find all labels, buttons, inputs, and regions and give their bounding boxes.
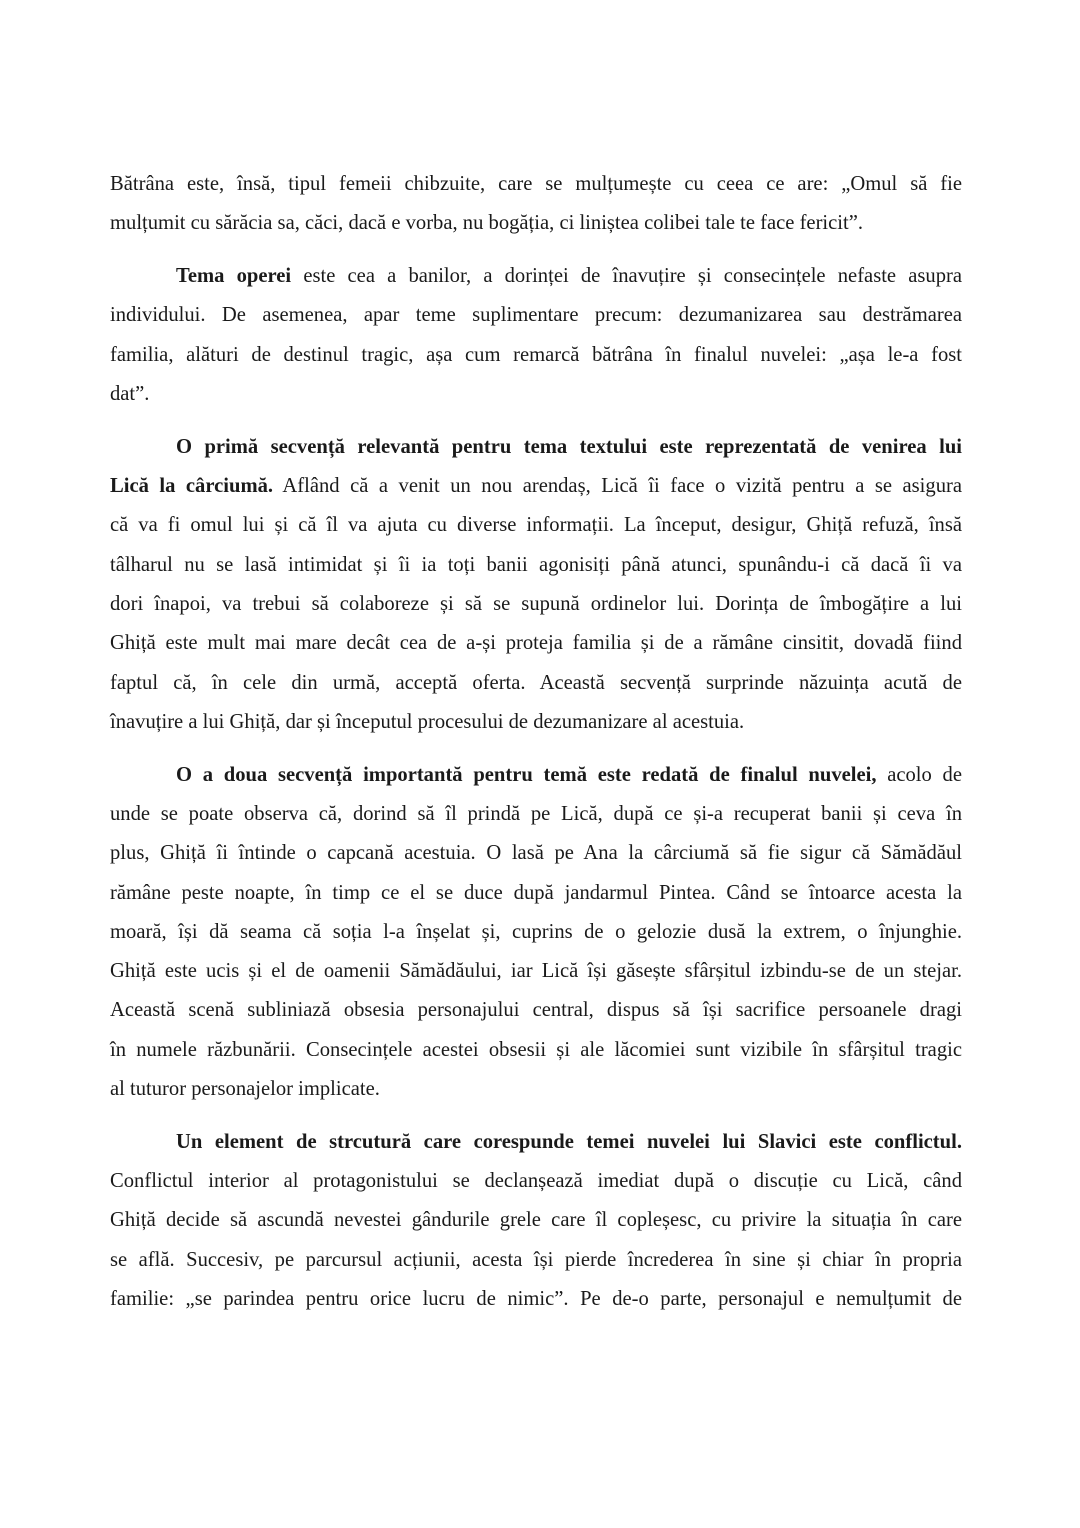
bold-text-run: O primă secvență relevantă pentru tema textului este reprezentată de venirea lui — [176, 435, 962, 458]
text-run: mulțumit cu sărăcia sa, căci, dacă e vorba, nu bogăția, ci liniștea colibei tale te face fericit”. — [110, 212, 864, 235]
text-run: acolo de — [876, 763, 962, 786]
text-run: Ghiță decide să ascundă nevestei gândurile grele care îl copleșesc, cu privire la situația în care — [110, 1209, 962, 1232]
paragraph-tema-operei — [110, 262, 962, 419]
bold-text-run: O a doua secvență importantă pentru temă este redată de finalul nuvelei, — [176, 763, 877, 786]
bold-text-run: Lică la cârciumă. — [110, 475, 274, 498]
paragraph-prima-secventa — [110, 433, 962, 747]
text-line — [110, 1036, 962, 1075]
text-line — [110, 1128, 962, 1167]
text-run: că va fi omul lui și că îl va ajuta cu diverse informații. La început, desigur, Ghiță refuză, însă — [110, 514, 962, 537]
text-line — [110, 1075, 962, 1114]
text-line — [110, 433, 962, 472]
text-line — [110, 800, 962, 839]
text-run: Ghiță este mult mai mare decât cea de a-și proteja familia și de a rămâne cinsitit, dovadă fiind — [110, 632, 962, 655]
text-line — [110, 1167, 962, 1206]
text-run: familie: „se parindea pentru orice lucru de nimic”. Pe de-o parte, personajul e nemulțumit de — [110, 1288, 962, 1311]
text-run: Conflictul interior al protagonistului se declanșează imediat după o discuție cu Lică, când — [110, 1170, 962, 1193]
bold-text-run: Tema operei — [176, 265, 292, 288]
text-line — [110, 170, 962, 209]
text-run: individului. De asemenea, apar teme suplimentare precum: dezumanizarea sau destrămarea — [110, 304, 962, 327]
text-line — [110, 590, 962, 629]
text-line — [110, 629, 962, 668]
text-line — [110, 761, 962, 800]
bold-text-run: Un element de strcutură care corespunde temei nuvelei lui Slavici este conflictul. — [176, 1130, 962, 1153]
text-line — [110, 918, 962, 957]
text-line — [110, 551, 962, 590]
text-run: în numele răzbunării. Consecințele acestei obsesii și ale lăcomiei sunt vizibile în sfârșitul tragic — [110, 1038, 962, 1061]
text-line — [110, 511, 962, 550]
text-run: Bătrâna este, însă, tipul femeii chibzuite, care se mulțumește cu ceea ce are: „Omul să fie — [110, 173, 962, 195]
text-line — [110, 209, 962, 248]
text-line — [110, 996, 962, 1035]
text-line — [110, 839, 962, 878]
text-line — [110, 380, 962, 419]
text-run: rămâne peste noapte, în timp ce el se duce după jandarmul Pintea. Când se întoarce acesta la — [110, 881, 962, 904]
text-run: faptul că, în cele din urmă, acceptă oferta. Această secvență surprinde năzuința acută de — [110, 671, 962, 694]
text-line — [110, 301, 962, 340]
text-line — [110, 341, 962, 380]
paragraph-conflictul — [110, 1128, 962, 1324]
text-run: familia, alături de destinul tragic, așa cum remarcă bătrâna în finalul nuvelei: „așa le-a fost — [110, 343, 962, 366]
paragraph-batrana — [110, 170, 962, 249]
text-line — [110, 708, 962, 747]
text-run: este cea a banilor, a dorinței de înavuțire și consecințele nefaste asupra — [291, 265, 962, 288]
text-line — [110, 262, 962, 301]
text-line — [110, 1206, 962, 1245]
text-line — [110, 1285, 962, 1324]
text-run: înavuțire a lui Ghiță, dar și începutul procesului de dezumanizare al acestuia. — [110, 710, 745, 733]
text-run: dat”. — [110, 382, 150, 405]
text-run: se află. Succesiv, pe parcursul acțiunii, acesta își pierde încrederea în sine și chiar în propria — [110, 1248, 962, 1271]
paragraph-a-doua-secventa — [110, 761, 962, 1115]
text-run: Aflând că a venit un nou arendaș, Lică îi face o vizită pentru a se asigura — [273, 475, 962, 498]
text-run: Această scenă subliniază obsesia personajului central, dispus să își sacrifice persoanele dragi — [110, 999, 962, 1022]
text-line — [110, 1246, 962, 1285]
text-run: dori înapoi, va trebui să colaboreze și să se supună ordinelor lui. Dorința de îmbogățire a lui — [110, 592, 962, 615]
text-run: moară, își dă seama că soția l-a înșelat și, cuprins de o gelozie dusă la extrem, o înjunghie. — [110, 920, 962, 943]
text-run: Ghiță este ucis și el de oamenii Sămădăului, iar Lică își găsește sfârșitul izbindu-se de un stejar. — [110, 960, 962, 983]
text-line — [110, 879, 962, 918]
text-run: plus, Ghiță îi întinde o capcană acestuia. O lasă pe Ana la cârciumă să fie sigur că Sămădăul — [110, 842, 962, 865]
document-body — [110, 170, 962, 1338]
text-line — [110, 669, 962, 708]
text-run: unde se poate observa că, dorind să îl prindă pe Lică, după ce și-a recuperat banii și ceva în — [110, 802, 962, 825]
text-line — [110, 957, 962, 996]
text-run: al tuturor personajelor implicate. — [110, 1078, 380, 1101]
text-line — [110, 472, 962, 511]
text-run: tâlharul nu se lasă intimidat și îi ia toți banii agonisiți până atunci, spunându-i că dacă îi va — [110, 553, 962, 576]
